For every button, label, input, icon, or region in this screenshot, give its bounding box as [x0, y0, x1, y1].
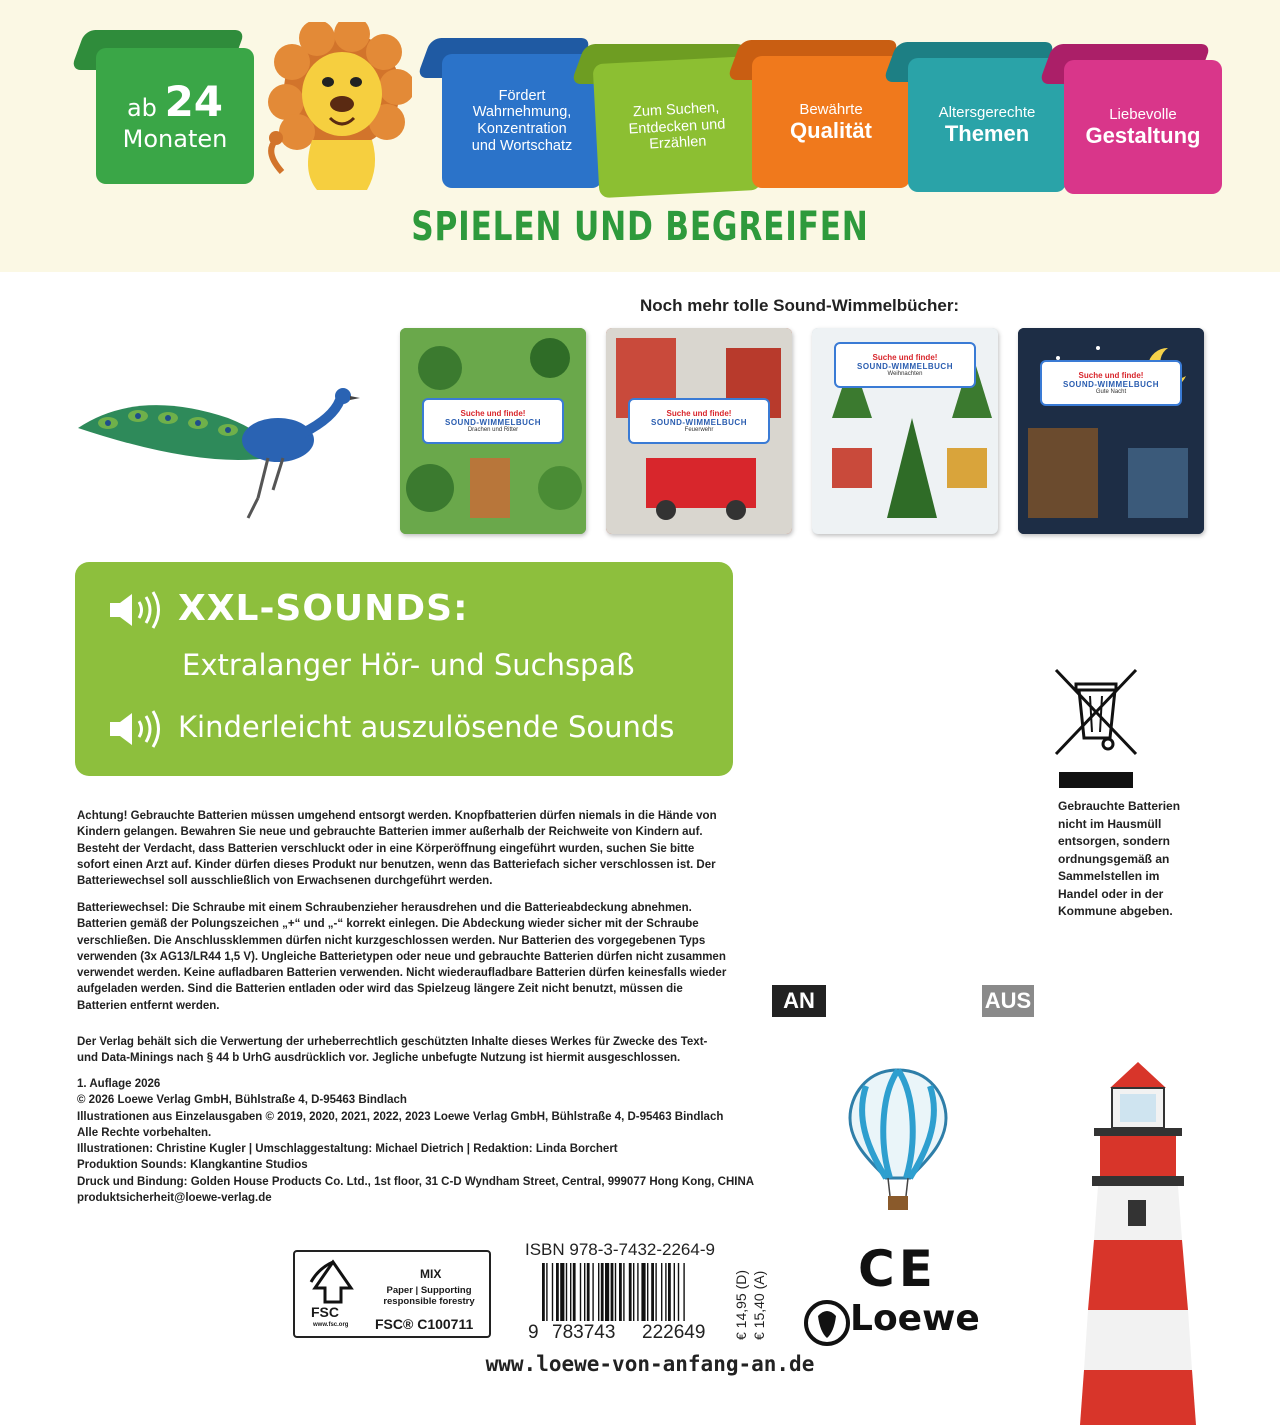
barcode-bar: [570, 1263, 571, 1321]
weee-text: Gebrauchte Batterien nicht im Hausmüll entsorgen, sondern ordnungsgemäß an Sammelstellen im Handel oder in der Kommune abgeben.: [1058, 799, 1181, 918]
barcode-bar: [552, 1263, 553, 1321]
feature-cube-1: Fördert Wahrnehmung, Konzentration und Wortschatz: [424, 38, 602, 188]
barcode-bar: [546, 1263, 547, 1321]
tdm-notice: Der Verlag behält sich die Verwertung der urheberrechtlich geschützten Inhalte dieses Werkes für Zwecke des Text- und Data-Minings nach § 44 b UrhG ausdrücklich vor. Jegliche unbefugte Nutzung ist hiermit ausgeschlossen.: [77, 1036, 708, 1065]
barcode-bar: [556, 1263, 559, 1321]
age-cube: [78, 30, 254, 184]
fsc-tree-icon: [305, 1258, 361, 1306]
barcode-bar: [601, 1263, 604, 1321]
more-books-title: Noch mehr tolle Sound-Wimmelbücher:: [640, 296, 960, 315]
barcode-bar: [615, 1263, 616, 1321]
barcode-bar: [619, 1263, 622, 1321]
switch-on-label: AN: [772, 985, 826, 1017]
barcode: [540, 1263, 725, 1321]
barcode-bar: [629, 1263, 632, 1321]
age-label: ab 24 Monaten: [96, 48, 254, 184]
book-cover-4[interactable]: Suche und finde! SOUND-WIMMELBUCH Gute Nacht: [1018, 328, 1204, 534]
speaker-icon: [108, 710, 166, 748]
barcode-bar: [683, 1263, 684, 1321]
barcode-bar: [633, 1263, 634, 1321]
peacock-illustration: [78, 378, 363, 523]
barcode-bar: [592, 1263, 593, 1321]
fsc-logo: FSC www.fsc.org MIX Paper | Supporting responsible forestry FSC® C100711: [293, 1250, 491, 1338]
barcode-bar: [651, 1263, 654, 1321]
barcode-bar: [566, 1263, 567, 1321]
barcode-bar: [665, 1263, 666, 1321]
battery-change: Batteriewechsel: Die Schraube mit einem Schraubenzieher herausdrehen und die Batterieabdeckung abnehmen. Batterien gemäß der Polungszeichen „+“ und „-“ korrekt einlegen. Die Abdeckung wieder sicher mit der Schraube verschließen. Die Anschlussklemmen dürfen nicht kurzgeschlossen werden. Nur Batterien des vorgegebenen Typs verwenden (3x AG13/LR44 1,5 V). Ungleiche Batterietypen oder neue und gebrauchte Batterien dürfen nicht zusammen verwendet werden. Keine aufladbaren Batterien verwenden. Nicht wiederaufladbare Batterien dürfen keinesfalls wieder aufgeladen werden. Sind die Batterien entladen oder wird das Spielzeug längere Zeit nicht benutzt, müssen die Batterien entfernt werden.: [77, 902, 727, 1012]
barcode-bar: [661, 1263, 662, 1321]
barcode-bar: [674, 1263, 675, 1321]
barcode-digits-right: 222649: [642, 1322, 706, 1343]
balloon-illustration: [846, 1066, 950, 1216]
barcode-bar: [611, 1263, 614, 1321]
book-cover-3[interactable]: Suche und finde! SOUND-WIMMELBUCH Weihnachten: [812, 328, 998, 534]
barcode-bar: [637, 1263, 638, 1321]
sound-headline: XXL-SOUNDS:: [108, 588, 469, 629]
barcode-bar: [605, 1263, 609, 1321]
ce-mark: CE: [858, 1240, 937, 1298]
book-cover-2[interactable]: Suche und finde! SOUND-WIMMELBUCH Feuerwehr: [606, 328, 792, 534]
imprint: 1. Auflage 2026 © 2026 Loewe Verlag GmbH, Bühlstraße 4, D-95463 Bindlach Illustrationen aus Einzelausgaben © 2019, 2020, 2021, 2022, 2023 Loewe Verlag GmbH, Bühlstraße 4, D-95463 Bindlach Alle Rechte vorbehalten. Illustrationen: Christine Kugler | Umschlaggestaltung: Michael Dietrich | Redaktion: Linda Borchert Produktion Sounds: Klangkantine Studios Druck und Bindung: Golden House Products Co. Ltd., 1st floor, 31 C-D Wyndham Street, Central, 999077 Hong Kong, CHINA produktsicherheit@loewe-verlag.de: [77, 1078, 755, 1205]
book-cover-1[interactable]: Suche und finde! SOUND-WIMMELBUCH Drachen und Ritter: [400, 328, 586, 534]
crossed-bin-icon: [1052, 666, 1140, 758]
barcode-bar: [580, 1263, 581, 1321]
feature-cube-2: Zum Suchen, Entdecken und Erzählen: [578, 44, 758, 194]
barcode-bar: [668, 1263, 671, 1321]
sound-line-2: Kinderleicht auszulösende Sounds: [108, 710, 674, 748]
barcode-digit-first: 9: [528, 1322, 539, 1343]
loewe-lion-icon: [804, 1298, 850, 1348]
barcode-bar: [641, 1263, 645, 1321]
barcode-digits-left: 783743: [552, 1322, 616, 1343]
price-block: [733, 1250, 773, 1340]
battery-warning: Achtung! Gebrauchte Batterien müssen umgehend entsorgt werden. Knopfbatterien dürfen niemals in die Hände von Kindern gelangen. Bewahren Sie neue und gebrauchte Batterien immer außerhalb der Reichweite von Kindern auf. Besteht der Verdacht, dass Batterien verschluckt oder in eine Körperöffnung eingeführt wurden, suchen Sie bitte sofort einen Arzt auf. Kinder dürfen dieses Produkt nur benutzen, wenn das Batteriefach sicher verschlossen ist. Der Batteriewechsel soll ausschließlich von Erwachsenen durchgeführt werden.: [77, 810, 717, 888]
feature-cube-3: Bewährte Qualität: [734, 40, 910, 188]
barcode-bar: [587, 1263, 590, 1321]
feature-cube-5: Liebevolle Gestaltung: [1046, 44, 1222, 194]
publisher-logo: Loewe: [850, 1298, 980, 1339]
weee-bar: [1059, 772, 1133, 788]
barcode-bar: [584, 1263, 585, 1321]
feature-cube-4: Altersgerechte Themen: [890, 42, 1066, 192]
price-at: € 15,40 (A): [751, 1270, 767, 1340]
website-url[interactable]: www.loewe-von-anfang-an.de: [485, 1352, 815, 1376]
lion-illustration: [262, 22, 412, 197]
isbn-label: ISBN 978-3-7432-2264-9: [525, 1240, 715, 1259]
barcode-bar: [647, 1263, 648, 1321]
switch-off-label: AUS: [982, 985, 1034, 1017]
price-de: € 14,95 (D): [733, 1269, 749, 1340]
barcode-bar: [560, 1263, 564, 1321]
sound-subline: Extralanger Hör- und Suchspaß: [182, 648, 635, 682]
barcode-bar: [573, 1263, 576, 1321]
barcode-bar: [542, 1263, 545, 1321]
barcode-bar: [678, 1263, 679, 1321]
tagline: SPIELEN UND BEGREIFEN: [411, 204, 869, 250]
speaker-icon: [108, 591, 166, 629]
barcode-bar: [623, 1263, 624, 1321]
barcode-bar: [655, 1263, 656, 1321]
barcode-bar: [598, 1263, 599, 1321]
